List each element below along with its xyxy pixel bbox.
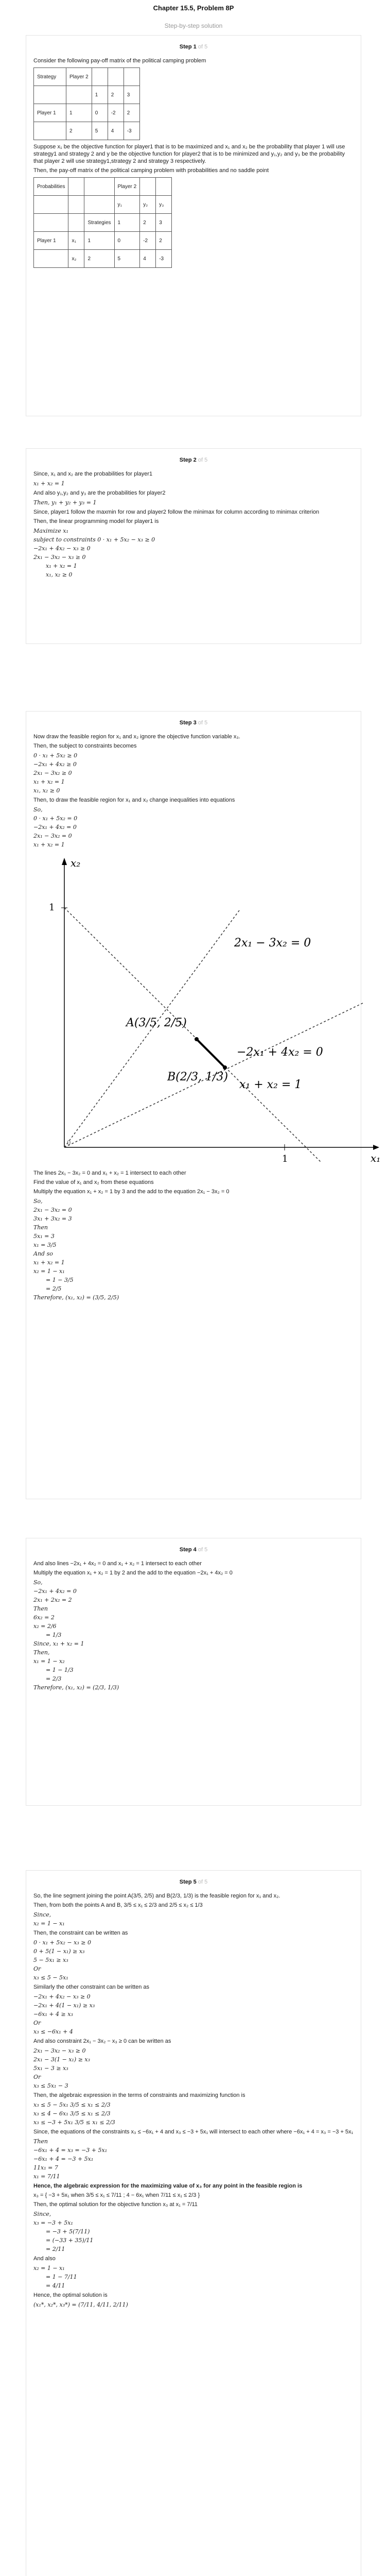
- step-1-card: [26, 35, 361, 416]
- step-5-line: 0 + 5(1 − x₁) ≥ x₃: [33, 1948, 85, 1955]
- payoff-table-cell: Player 2: [66, 68, 92, 86]
- probability-table-cell: 3: [156, 214, 172, 232]
- probability-table-cell: 2: [140, 214, 156, 232]
- probability-table-cell: y₂: [140, 196, 156, 214]
- step-5-line: = 1 − 7/11: [46, 2274, 77, 2280]
- step-2-equation: −2x₁ + 4x₂ − x₃ ≥ 0: [33, 545, 91, 552]
- step-3-line: x₁ + x₂ = 1: [33, 1259, 65, 1266]
- step-3-line: = 1 − 3/5: [46, 1277, 74, 1283]
- step-3-line: 0 · x₁ + 5x₂ = 0: [33, 815, 78, 822]
- payoff-table-cell: 2: [108, 86, 124, 104]
- x-axis-arrow-icon: [373, 1145, 379, 1150]
- step-5-line: x₃ ≤ 5 − 5x₁ 3/5 ≤ x₁ ≤ 2/3: [33, 2102, 111, 2108]
- probability-table-cell: [156, 178, 172, 196]
- step-5-line: x₃ = { −3 + 5x₁ when 3/5 ≤ x₁ ≤ 7/11 ; 4 − 6x₁ when 7/11 ≤ x₁ ≤ 2/3 }: [33, 2192, 200, 2198]
- probability-table-cell: 2: [84, 250, 114, 268]
- step-5-line: 2x₁ − 3x₂ − x₃ ≥ 0: [33, 2047, 86, 2054]
- step-5-line: Since,: [33, 1911, 51, 1918]
- step-2-line: And also y₁,y₂ and y₃ are the probabilities for player2: [33, 490, 166, 496]
- step-4-line: x₂ = 2/6: [33, 1623, 57, 1630]
- step-3-line: x₂ = 1 − x₁: [33, 1268, 65, 1275]
- payoff-table-cell: Strategy: [34, 68, 66, 86]
- step-2-equation: subject to constraints 0 · x₁ + 5x₂ − x₃ ≥ 0: [33, 536, 155, 543]
- feasible-segment: [197, 1039, 225, 1067]
- step-5-line: −6x₁ + 4 = x₃ = −3 + 5x₁: [33, 2147, 108, 2154]
- step-5-line: −2x₁ + 4x₂ − x₃ ≥ 0: [33, 1993, 91, 2000]
- step-2-equation: 2x₁ − 3x₂ − x₃ ≥ 0: [33, 554, 86, 561]
- probability-table-cell: x₂: [68, 250, 84, 268]
- y-axis-arrow-icon: [62, 858, 67, 865]
- payoff-table-cell: 2: [124, 104, 139, 122]
- page-title: Chapter 15.5, Problem 8P: [153, 4, 234, 12]
- payoff-table-cell: [66, 86, 92, 104]
- step-3-line: x₁ + x₂ = 1: [33, 778, 65, 785]
- payoff-table-cell: -3: [124, 122, 139, 140]
- step-3-line: So,: [33, 1198, 43, 1205]
- payoff-table-cell: 1: [92, 86, 108, 104]
- probability-table-cell: -3: [156, 250, 172, 268]
- probability-table-cell: [68, 214, 84, 232]
- probability-table-cell: [34, 196, 68, 214]
- step-5-line: 5x₁ − 3 ≥ x₃: [33, 2065, 68, 2072]
- step-4-line: = 2/3: [46, 1675, 62, 1682]
- label-point-b: B(2/3, 1/3): [167, 1071, 228, 1083]
- step-5-line: = −3 + 5(7/11): [46, 2228, 90, 2235]
- step-5-card: [26, 1870, 361, 2576]
- payoff-table: [33, 67, 140, 140]
- x-one-label: 1: [282, 1154, 288, 1163]
- step-5-line: Then: [33, 2138, 48, 2145]
- probability-table-cell: Player 1: [34, 232, 68, 250]
- step-5-line: x₃ ≤ −3 + 5x₁ 3/5 ≤ x₁ ≤ 2/3: [33, 2119, 115, 2126]
- step-5-line: x₂ = 1 − x₁: [33, 1920, 65, 1927]
- step-5-line: 0 · x₁ + 5x₂ − x₃ ≥ 0: [33, 1939, 91, 1946]
- step-5-line: Hence, the optimal solution is: [33, 2292, 108, 2298]
- label-line-2x1-minus-3x2: 2x₁ − 3x₂ = 0: [234, 937, 311, 950]
- payoff-table-cell: [108, 68, 124, 86]
- step-4-line: −2x₁ + 4x₂ = 0: [33, 1588, 77, 1595]
- step-5-line: Similarly the other constraint can be written as: [33, 1984, 149, 1990]
- step-3-line: Find the value of x₁ and x₂ from these equations: [33, 1179, 154, 1185]
- step-5-line: = (−33 + 35)/11: [46, 2237, 94, 2244]
- step-5-line: Or: [33, 2074, 41, 2080]
- step-5-line: x₃ = −3 + 5x₁: [33, 2219, 73, 2226]
- probability-table-cell: 2: [156, 232, 172, 250]
- probability-table-cell: 1: [114, 214, 140, 232]
- step-4-title: Step 4 of 5: [179, 1547, 208, 1553]
- step-5-line: And also constraint 2x₁ − 3x₂ − x₃ ≥ 0 can be written as: [33, 2038, 171, 2044]
- step-3-line: Therefore, (x₁, x₂) = (3/5, 2/5): [33, 1294, 119, 1301]
- payoff-table-cell: 2: [66, 122, 92, 140]
- probability-table-cell: [34, 214, 68, 232]
- step-2-equation: x₁ + x₂ = 1: [33, 480, 65, 487]
- step-3-line: x₁, x₂ ≥ 0: [33, 787, 60, 794]
- step-4-line: Then: [33, 1605, 48, 1612]
- probability-table-cell: [68, 196, 84, 214]
- step-4-line: 6x₂ = 2: [33, 1614, 55, 1621]
- step-4-line: Then,: [33, 1649, 50, 1656]
- step-5-line: −2x₁ + 4(1 − x₁) ≥ x₃: [33, 2002, 95, 2009]
- step-4-line: x₁ = 1 − x₂: [33, 1658, 65, 1665]
- step-3-line: 5x₁ = 3: [33, 1233, 55, 1240]
- step-4-card: [26, 1538, 361, 1806]
- label-line-x1-plus-x2: x₁ + x₂ = 1: [239, 1078, 302, 1091]
- step-5-line: And also: [33, 2256, 56, 2262]
- step-5-line: (x₁*, x₂*, x₃*) = (7/11, 4/11, 2/11): [33, 2301, 128, 2308]
- step-3-line: −2x₁ + 4x₂ = 0: [33, 824, 77, 831]
- step-3-line: And so: [33, 1250, 53, 1257]
- step-5-line: 2x₁ − 3(1 − x₁) ≥ x₃: [33, 2056, 91, 2063]
- point-a: [195, 1037, 199, 1041]
- step-4-line: = 1/3: [46, 1632, 62, 1638]
- probability-table-cell: [84, 178, 114, 196]
- step-3-line: = 2/5: [46, 1285, 62, 1292]
- x-axis-label: x₁: [371, 1152, 381, 1163]
- step-3-line: −2x₁ + 4x₂ ≥ 0: [33, 761, 77, 768]
- step-5-line: 11x₁ = 7: [33, 2164, 58, 2171]
- probability-table-cell: -2: [140, 232, 156, 250]
- step-3-line: Then, the subject to constraints becomes: [33, 743, 137, 749]
- step-2-equation: Then, y₁ + y₂ + y₃ = 1: [33, 499, 97, 506]
- step-3-line: 2x₁ − 3x₂ ≥ 0: [33, 770, 72, 776]
- label-line-neg2x1-plus-4x2: −2x₁ + 4x₂ = 0: [237, 1046, 323, 1059]
- header: [0, 0, 387, 29]
- probability-table-cell: Strategies: [84, 214, 114, 232]
- step-3-line: 2x₁ − 3x₂ = 0: [33, 1207, 72, 1213]
- probability-payoff-table: [33, 177, 172, 268]
- step-2-equation: Maximize x₁: [33, 528, 68, 534]
- step-5-line: Then, the constraint can be written as: [33, 1930, 128, 1936]
- step-5-line: = 4/11: [46, 2282, 65, 2289]
- page-subtitle: Step-by-step solution: [164, 22, 223, 29]
- step-5-line: Hence, the algebraic expression for the maximizing value of x₃ for any point in the feasible region is: [33, 2183, 303, 2189]
- point-b: [223, 1065, 227, 1070]
- probability-table-cell: 0: [114, 232, 140, 250]
- payoff-table-cell: [124, 68, 139, 86]
- step-4-line: Multiply the equation x₁ + x₂ = 1 by 2 and the add to the equation −2x₁ + 4x₂ = 0: [33, 1570, 233, 1576]
- probability-table-cell: [68, 178, 84, 196]
- step-2-line: Since, player1 follow the maxmin for row and player2 follow the minimax for column according to minimax criterion: [33, 509, 320, 515]
- step-3-line: So,: [33, 806, 43, 813]
- step-5-line: Since, the equations of the constraints x₃ ≤ −6x₁ + 4 and x₃ ≤ −3 + 5x₁ will intersect to each other where −6x₁ + 4 = x₃ = −3 + 5x₁: [33, 2129, 354, 2135]
- step-2-equation: x₁, x₂ ≥ 0: [46, 571, 73, 578]
- step-5-line: −6x₁ + 4 = −3 + 5x₁: [33, 2156, 94, 2162]
- step-5-line: x₃ ≤ −6x₁ + 4: [33, 2028, 73, 2035]
- step-2-line: Then, the linear programming model for player1 is: [33, 518, 159, 524]
- feasible-region-graph: [44, 854, 381, 1164]
- step-2-card: [26, 448, 361, 644]
- step-3-line: Then: [33, 1224, 48, 1231]
- step-5-line: x₁ = 7/11: [33, 2173, 60, 2180]
- probability-table-cell: Player 2: [114, 178, 140, 196]
- step-3-line: 0 · x₁ + 5x₂ ≥ 0: [33, 752, 78, 759]
- y-axis-label: x₂: [71, 857, 81, 869]
- probability-table-cell: [34, 250, 68, 268]
- payoff-table-cell: -2: [108, 104, 124, 122]
- step-5-line: Or: [33, 1965, 41, 1972]
- step-4-line: So,: [33, 1579, 43, 1586]
- step-5-line: Since,: [33, 2211, 51, 2217]
- step-4-line: 2x₁ + 2x₂ = 2: [33, 1597, 72, 1603]
- probability-table-cell: x₁: [68, 232, 84, 250]
- step-3-title: Step 3 of 5: [179, 720, 208, 726]
- step-3-card: [26, 711, 381, 1499]
- y-one-label: 1: [49, 902, 55, 913]
- step-3-line: 3x₁ + 3x₂ = 3: [33, 1215, 72, 1222]
- step-3-line: Now draw the feasible region for x₁ and x₂ ignore the objective function variable x₃.: [33, 734, 240, 740]
- probability-table-cell: 4: [140, 250, 156, 268]
- step-5-line: x₃ ≤ 5 − 5x₁: [33, 1974, 68, 1981]
- step-5-line: x₂ = 1 − x₁: [33, 2265, 65, 2272]
- payoff-table-cell: Player 1: [34, 104, 66, 122]
- step-2-line: Since, x₁ and x₂ are the probabilities for player1: [33, 471, 153, 477]
- payoff-table-cell: 3: [124, 86, 139, 104]
- step-5-line: x₃ ≤ 4 − 6x₁ 3/5 ≤ x₁ ≤ 2/3: [33, 2110, 111, 2117]
- payoff-table-cell: 5: [92, 122, 108, 140]
- label-point-a: A(3/5, 2/5): [126, 1016, 187, 1029]
- probability-table-cell: y₁: [114, 196, 140, 214]
- step-2-equation: x₁ + x₂ = 1: [46, 563, 77, 569]
- step-5-line: Then, the optimal solution for the objective function x₃ at x₁ = 7/11: [33, 2201, 198, 2208]
- probability-table-cell: 5: [114, 250, 140, 268]
- step-5-line: So, the line segment joining the point A(3/5, 2/5) and B(2/3, 1/3) is the feasible region for x₁ and x₂.: [33, 1893, 280, 1899]
- step-4-line: = 1 − 1/3: [46, 1667, 74, 1673]
- probability-table-cell: 1: [84, 232, 114, 250]
- payoff-table-cell: [92, 68, 108, 86]
- probability-table-cell: Probabilities: [34, 178, 68, 196]
- step-5-line: x₃ ≤ 5x₁ − 3: [33, 2082, 68, 2089]
- payoff-table-cell: 4: [108, 122, 124, 140]
- step-5-line: Or: [33, 2020, 41, 2026]
- step-3-line: The lines 2x₁ − 3x₂ = 0 and x₁ + x₂ = 1 intersect to each other: [33, 1170, 186, 1176]
- probability-table-cell: y₃: [156, 196, 172, 214]
- step-1-line: Consider the following pay-off matrix of the political camping problem: [33, 58, 206, 64]
- step-3-line: x₁ + x₂ = 1: [33, 841, 65, 848]
- payoff-table-cell: [34, 86, 66, 104]
- step-1-line: Then, the pay-off matrix of the political camping problem with probabilities and no saddle point: [33, 167, 269, 174]
- step-3-line: 2x₁ − 3x₂ = 0: [33, 833, 72, 839]
- step-5-line: = 2/11: [46, 2246, 65, 2252]
- step-4-line: And also lines −2x₁ + 4x₂ = 0 and x₁ + x₂ = 1 intersect to each other: [33, 1561, 202, 1567]
- payoff-table-cell: 0: [92, 104, 108, 122]
- step-5-line: 5 − 5x₁ ≥ x₃: [33, 1957, 68, 1963]
- step-3-line: Then, to draw the feasible region for x₁ and x₂ change inequalities into equations: [33, 797, 235, 803]
- step-5-title: Step 5 of 5: [179, 1879, 208, 1885]
- probability-table-cell: [140, 178, 156, 196]
- step-5-line: Then, the algebraic expression in the terms of constraints and maximizing function is: [33, 2092, 245, 2098]
- payoff-table-cell: 1: [66, 104, 92, 122]
- step-3-line: Multiply the equation x₁ + x₂ = 1 by 3 and the add to the equation 2x₁ − 3x₂ = 0: [33, 1189, 230, 1195]
- payoff-table-cell: [34, 122, 66, 140]
- step-1-line: Suppose x₁ be the objective function for player1 that is to be maximized and x₁ and x₂ be the probability that player 1 will use strategy1 and strategy 2 and y be the objective function for player2 that is to be minimized and y₁,y₂ and y₃ be the probability that player 2 will use strategy1,strategy 2 and strategy 3 respectively.: [33, 144, 345, 164]
- step-1-title: Step 1 of 5: [179, 44, 208, 50]
- step-2-title: Step 2 of 5: [179, 457, 208, 463]
- step-4-line: Since, x₁ + x₂ = 1: [33, 1640, 84, 1647]
- step-3-line: x₁ = 3/5: [33, 1242, 57, 1248]
- probability-table-cell: [84, 196, 114, 214]
- step-4-line: Therefore, (x₁, x₂) = (2/3, 1/3): [33, 1684, 119, 1691]
- origin-label: 0: [67, 1139, 71, 1146]
- step-5-line: Then, from both the points A and B, 3/5 ≤ x₁ ≤ 2/3 and 2/5 ≤ x₂ ≤ 1/3: [33, 1902, 203, 1908]
- step-5-line: −6x₁ + 4 ≥ x₃: [33, 2011, 73, 2018]
